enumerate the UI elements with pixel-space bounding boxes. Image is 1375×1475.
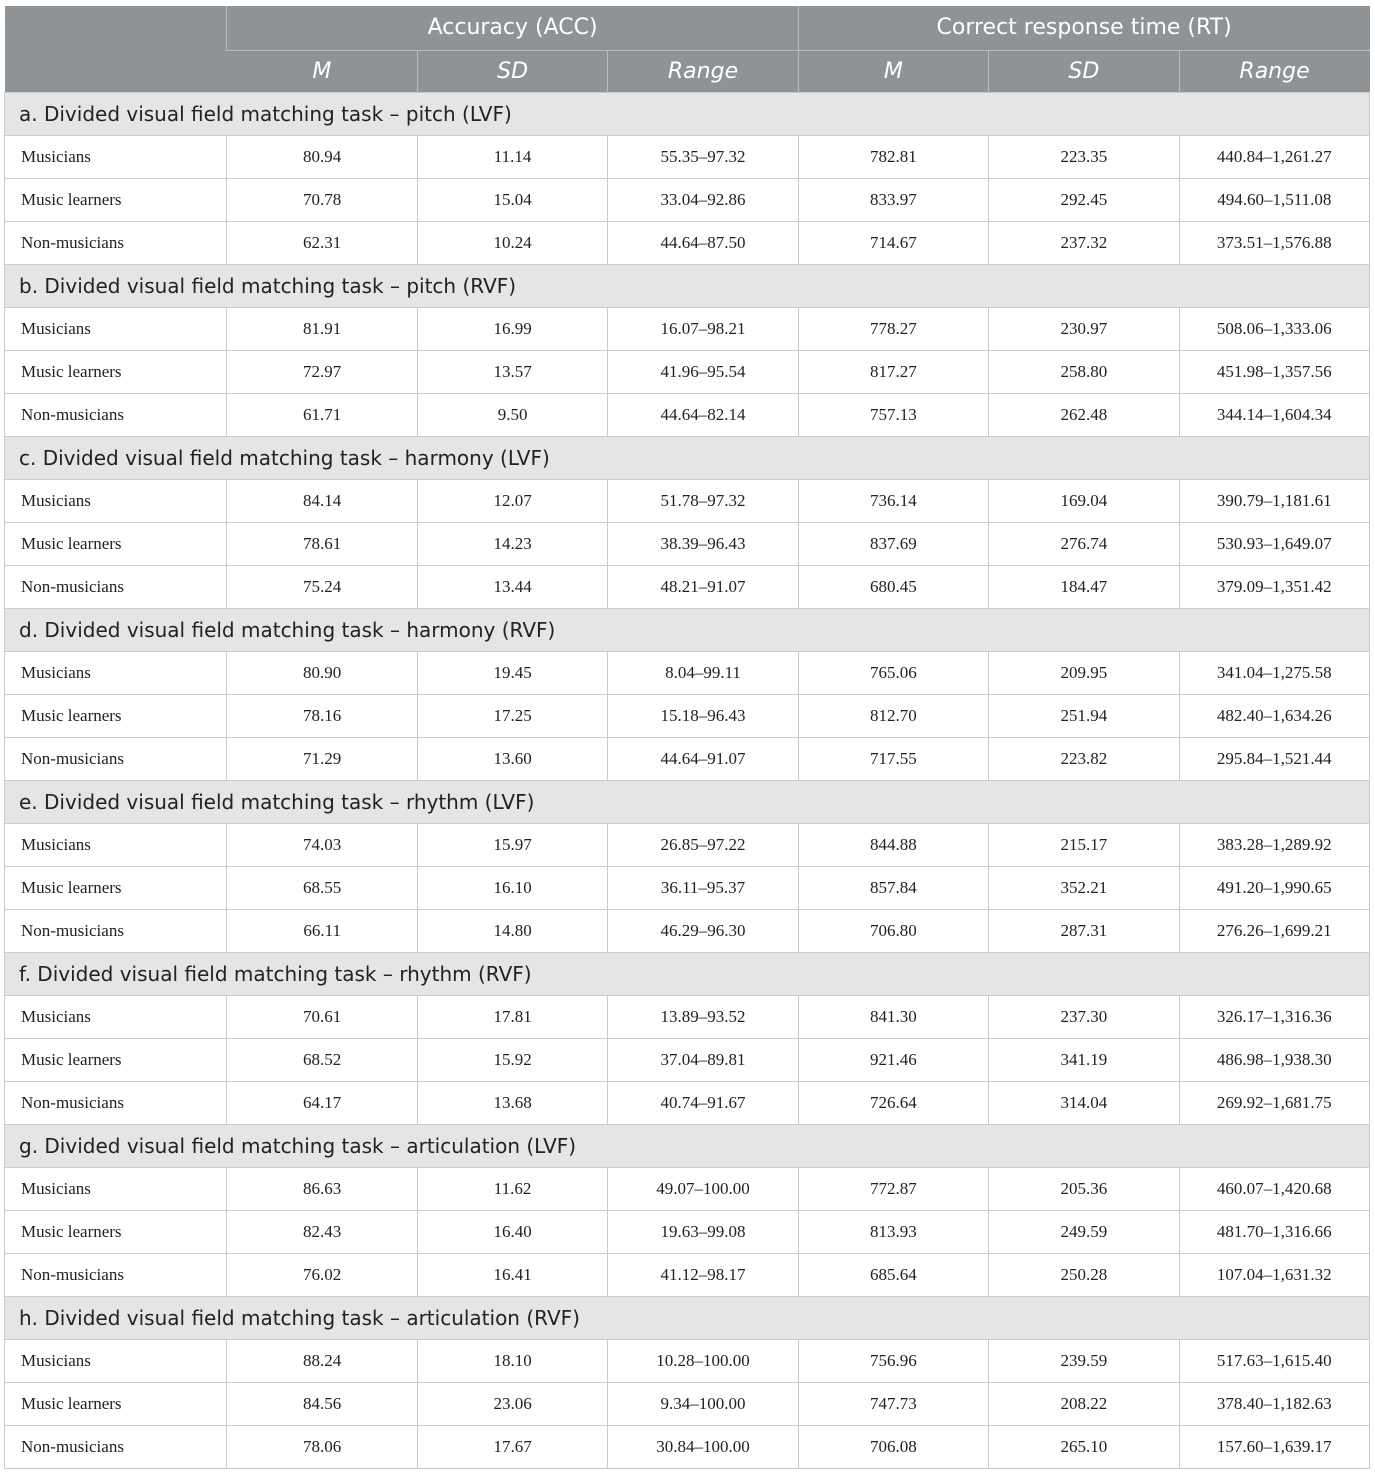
value-cell: 215.17 (989, 823, 1179, 866)
value-cell: 494.60–1,511.08 (1179, 178, 1369, 221)
value-cell: 107.04–1,631.32 (1179, 1253, 1369, 1296)
group-label-cell: Musicians (5, 823, 227, 866)
value-cell: 352.21 (989, 866, 1179, 909)
table-row (5, 135, 1370, 178)
table-row (5, 307, 1370, 350)
value-cell: 78.61 (227, 522, 417, 565)
value-cell: 757.13 (798, 393, 988, 436)
value-cell: 230.97 (989, 307, 1179, 350)
header-acc-sd: SD (417, 50, 607, 92)
value-cell: 75.24 (227, 565, 417, 608)
value-cell: 782.81 (798, 135, 988, 178)
value-cell: 41.12–98.17 (608, 1253, 798, 1296)
value-cell: 341.19 (989, 1038, 1179, 1081)
value-cell: 237.30 (989, 995, 1179, 1038)
value-cell: 262.48 (989, 393, 1179, 436)
value-cell: 76.02 (227, 1253, 417, 1296)
value-cell: 341.04–1,275.58 (1179, 651, 1369, 694)
value-cell: 517.63–1,615.40 (1179, 1339, 1369, 1382)
value-cell: 15.97 (417, 823, 607, 866)
table-row (5, 178, 1370, 221)
table-row (5, 823, 1370, 866)
table-header (5, 6, 1370, 92)
value-cell: 68.55 (227, 866, 417, 909)
value-cell: 17.81 (417, 995, 607, 1038)
value-cell: 36.11–95.37 (608, 866, 798, 909)
header-corner-cell (5, 6, 227, 92)
value-cell: 74.03 (227, 823, 417, 866)
value-cell: 265.10 (989, 1425, 1179, 1468)
value-cell: 38.39–96.43 (608, 522, 798, 565)
value-cell: 10.28–100.00 (608, 1339, 798, 1382)
value-cell: 70.78 (227, 178, 417, 221)
group-label-cell: Non-musicians (5, 1253, 227, 1296)
value-cell: 390.79–1,181.61 (1179, 479, 1369, 522)
value-cell: 26.85–97.22 (608, 823, 798, 866)
value-cell: 747.73 (798, 1382, 988, 1425)
value-cell: 14.23 (417, 522, 607, 565)
value-cell: 46.29–96.30 (608, 909, 798, 952)
value-cell: 258.80 (989, 350, 1179, 393)
group-label-cell: Non-musicians (5, 221, 227, 264)
value-cell: 80.94 (227, 135, 417, 178)
value-cell: 378.40–1,182.63 (1179, 1382, 1369, 1425)
value-cell: 209.95 (989, 651, 1179, 694)
value-cell: 251.94 (989, 694, 1179, 737)
table-row (5, 221, 1370, 264)
value-cell: 17.25 (417, 694, 607, 737)
value-cell: 680.45 (798, 565, 988, 608)
table-row (5, 909, 1370, 952)
value-cell: 223.82 (989, 737, 1179, 780)
value-cell: 10.24 (417, 221, 607, 264)
header-rt-m: M (798, 50, 988, 92)
value-cell: 16.99 (417, 307, 607, 350)
group-label-cell: Musicians (5, 479, 227, 522)
value-cell: 772.87 (798, 1167, 988, 1210)
group-label-cell: Musicians (5, 135, 227, 178)
table-body (5, 92, 1370, 1468)
value-cell: 373.51–1,576.88 (1179, 221, 1369, 264)
value-cell: 736.14 (798, 479, 988, 522)
header-acc-m: M (227, 50, 417, 92)
value-cell: 921.46 (798, 1038, 988, 1081)
value-cell: 17.67 (417, 1425, 607, 1468)
value-cell: 9.50 (417, 393, 607, 436)
group-label-cell: Music learners (5, 1382, 227, 1425)
value-cell: 44.64–91.07 (608, 737, 798, 780)
value-cell: 15.92 (417, 1038, 607, 1081)
value-cell: 37.04–89.81 (608, 1038, 798, 1081)
value-cell: 88.24 (227, 1339, 417, 1382)
value-cell: 13.89–93.52 (608, 995, 798, 1038)
value-cell: 82.43 (227, 1210, 417, 1253)
value-cell: 14.80 (417, 909, 607, 952)
value-cell: 714.67 (798, 221, 988, 264)
section-title: g. Divided visual field matching task – articulation (LVF) (5, 1124, 1370, 1167)
value-cell: 706.80 (798, 909, 988, 952)
value-cell: 84.56 (227, 1382, 417, 1425)
section-title: h. Divided visual field matching task – articulation (RVF) (5, 1296, 1370, 1339)
value-cell: 16.10 (417, 866, 607, 909)
value-cell: 71.29 (227, 737, 417, 780)
value-cell: 482.40–1,634.26 (1179, 694, 1369, 737)
value-cell: 61.71 (227, 393, 417, 436)
value-cell: 157.60–1,639.17 (1179, 1425, 1369, 1468)
value-cell: 841.30 (798, 995, 988, 1038)
value-cell: 33.04–92.86 (608, 178, 798, 221)
value-cell: 205.36 (989, 1167, 1179, 1210)
value-cell: 64.17 (227, 1081, 417, 1124)
table-row (5, 1425, 1370, 1468)
group-label-cell: Music learners (5, 522, 227, 565)
value-cell: 13.44 (417, 565, 607, 608)
section-row (5, 264, 1370, 307)
table-row (5, 1253, 1370, 1296)
value-cell: 15.04 (417, 178, 607, 221)
value-cell: 314.04 (989, 1081, 1179, 1124)
value-cell: 287.31 (989, 909, 1179, 952)
value-cell: 813.93 (798, 1210, 988, 1253)
value-cell: 184.47 (989, 565, 1179, 608)
value-cell: 295.84–1,521.44 (1179, 737, 1369, 780)
value-cell: 66.11 (227, 909, 417, 952)
value-cell: 481.70–1,316.66 (1179, 1210, 1369, 1253)
value-cell: 13.57 (417, 350, 607, 393)
value-cell: 844.88 (798, 823, 988, 866)
value-cell: 80.90 (227, 651, 417, 694)
table-row (5, 393, 1370, 436)
value-cell: 726.64 (798, 1081, 988, 1124)
header-rt-sd: SD (989, 50, 1179, 92)
value-cell: 440.84–1,261.27 (1179, 135, 1369, 178)
table-row (5, 995, 1370, 1038)
value-cell: 326.17–1,316.36 (1179, 995, 1369, 1038)
value-cell: 11.62 (417, 1167, 607, 1210)
value-cell: 18.10 (417, 1339, 607, 1382)
value-cell: 292.45 (989, 178, 1179, 221)
group-label-cell: Music learners (5, 866, 227, 909)
value-cell: 41.96–95.54 (608, 350, 798, 393)
value-cell: 13.68 (417, 1081, 607, 1124)
value-cell: 51.78–97.32 (608, 479, 798, 522)
header-rt-range: Range (1179, 50, 1369, 92)
value-cell: 817.27 (798, 350, 988, 393)
value-cell: 685.64 (798, 1253, 988, 1296)
table-row (5, 651, 1370, 694)
value-cell: 16.40 (417, 1210, 607, 1253)
table-row (5, 350, 1370, 393)
value-cell: 706.08 (798, 1425, 988, 1468)
header-rt-group: Correct response time (RT) (798, 6, 1369, 50)
value-cell: 48.21–91.07 (608, 565, 798, 608)
group-label-cell: Non-musicians (5, 1081, 227, 1124)
value-cell: 249.59 (989, 1210, 1179, 1253)
value-cell: 765.06 (798, 651, 988, 694)
value-cell: 40.74–91.67 (608, 1081, 798, 1124)
value-cell: 379.09–1,351.42 (1179, 565, 1369, 608)
value-cell: 169.04 (989, 479, 1179, 522)
value-cell: 16.07–98.21 (608, 307, 798, 350)
section-title: e. Divided visual field matching task – rhythm (LVF) (5, 780, 1370, 823)
section-row (5, 608, 1370, 651)
value-cell: 11.14 (417, 135, 607, 178)
section-title: f. Divided visual field matching task – rhythm (RVF) (5, 952, 1370, 995)
group-label-cell: Music learners (5, 1038, 227, 1081)
value-cell: 491.20–1,990.65 (1179, 866, 1369, 909)
section-row (5, 92, 1370, 135)
section-title: c. Divided visual field matching task – harmony (LVF) (5, 436, 1370, 479)
table-row (5, 522, 1370, 565)
group-label-cell: Non-musicians (5, 1425, 227, 1468)
value-cell: 239.59 (989, 1339, 1179, 1382)
value-cell: 9.34–100.00 (608, 1382, 798, 1425)
value-cell: 717.55 (798, 737, 988, 780)
group-label-cell: Non-musicians (5, 737, 227, 780)
value-cell: 508.06–1,333.06 (1179, 307, 1369, 350)
value-cell: 12.07 (417, 479, 607, 522)
group-label-cell: Musicians (5, 307, 227, 350)
group-label-cell: Musicians (5, 651, 227, 694)
table-row (5, 866, 1370, 909)
group-label-cell: Non-musicians (5, 909, 227, 952)
section-title: a. Divided visual field matching task – pitch (LVF) (5, 92, 1370, 135)
group-label-cell: Music learners (5, 350, 227, 393)
value-cell: 344.14–1,604.34 (1179, 393, 1369, 436)
value-cell: 81.91 (227, 307, 417, 350)
value-cell: 68.52 (227, 1038, 417, 1081)
value-cell: 837.69 (798, 522, 988, 565)
table-row (5, 1339, 1370, 1382)
results-table (4, 6, 1370, 1469)
value-cell: 250.28 (989, 1253, 1179, 1296)
value-cell: 62.31 (227, 221, 417, 264)
section-row (5, 1296, 1370, 1339)
value-cell: 23.06 (417, 1382, 607, 1425)
table-row (5, 1081, 1370, 1124)
value-cell: 15.18–96.43 (608, 694, 798, 737)
value-cell: 70.61 (227, 995, 417, 1038)
value-cell: 208.22 (989, 1382, 1179, 1425)
value-cell: 78.06 (227, 1425, 417, 1468)
value-cell: 778.27 (798, 307, 988, 350)
value-cell: 49.07–100.00 (608, 1167, 798, 1210)
value-cell: 55.35–97.32 (608, 135, 798, 178)
group-label-cell: Non-musicians (5, 565, 227, 608)
value-cell: 237.32 (989, 221, 1179, 264)
value-cell: 13.60 (417, 737, 607, 780)
section-title: d. Divided visual field matching task – harmony (RVF) (5, 608, 1370, 651)
value-cell: 72.97 (227, 350, 417, 393)
header-acc-range: Range (608, 50, 798, 92)
value-cell: 857.84 (798, 866, 988, 909)
group-label-cell: Music learners (5, 178, 227, 221)
value-cell: 84.14 (227, 479, 417, 522)
section-row (5, 780, 1370, 823)
value-cell: 44.64–87.50 (608, 221, 798, 264)
value-cell: 78.16 (227, 694, 417, 737)
group-label-cell: Musicians (5, 1167, 227, 1210)
value-cell: 833.97 (798, 178, 988, 221)
header-accuracy-group: Accuracy (ACC) (227, 6, 798, 50)
value-cell: 451.98–1,357.56 (1179, 350, 1369, 393)
value-cell: 812.70 (798, 694, 988, 737)
section-row (5, 952, 1370, 995)
table-row (5, 737, 1370, 780)
group-label-cell: Music learners (5, 694, 227, 737)
table-row (5, 1382, 1370, 1425)
group-label-cell: Musicians (5, 1339, 227, 1382)
value-cell: 756.96 (798, 1339, 988, 1382)
section-title: b. Divided visual field matching task – pitch (RVF) (5, 264, 1370, 307)
value-cell: 269.92–1,681.75 (1179, 1081, 1369, 1124)
section-row (5, 1124, 1370, 1167)
value-cell: 383.28–1,289.92 (1179, 823, 1369, 866)
group-label-cell: Music learners (5, 1210, 227, 1253)
value-cell: 276.26–1,699.21 (1179, 909, 1369, 952)
table-row (5, 1038, 1370, 1081)
value-cell: 86.63 (227, 1167, 417, 1210)
group-label-cell: Musicians (5, 995, 227, 1038)
value-cell: 16.41 (417, 1253, 607, 1296)
table-row (5, 694, 1370, 737)
value-cell: 8.04–99.11 (608, 651, 798, 694)
value-cell: 30.84–100.00 (608, 1425, 798, 1468)
group-label-cell: Non-musicians (5, 393, 227, 436)
value-cell: 486.98–1,938.30 (1179, 1038, 1369, 1081)
value-cell: 223.35 (989, 135, 1179, 178)
value-cell: 276.74 (989, 522, 1179, 565)
table-row (5, 1210, 1370, 1253)
table-row (5, 479, 1370, 522)
value-cell: 19.45 (417, 651, 607, 694)
table-row (5, 565, 1370, 608)
section-row (5, 436, 1370, 479)
value-cell: 530.93–1,649.07 (1179, 522, 1369, 565)
value-cell: 19.63–99.08 (608, 1210, 798, 1253)
value-cell: 460.07–1,420.68 (1179, 1167, 1369, 1210)
table-row (5, 1167, 1370, 1210)
value-cell: 44.64–82.14 (608, 393, 798, 436)
